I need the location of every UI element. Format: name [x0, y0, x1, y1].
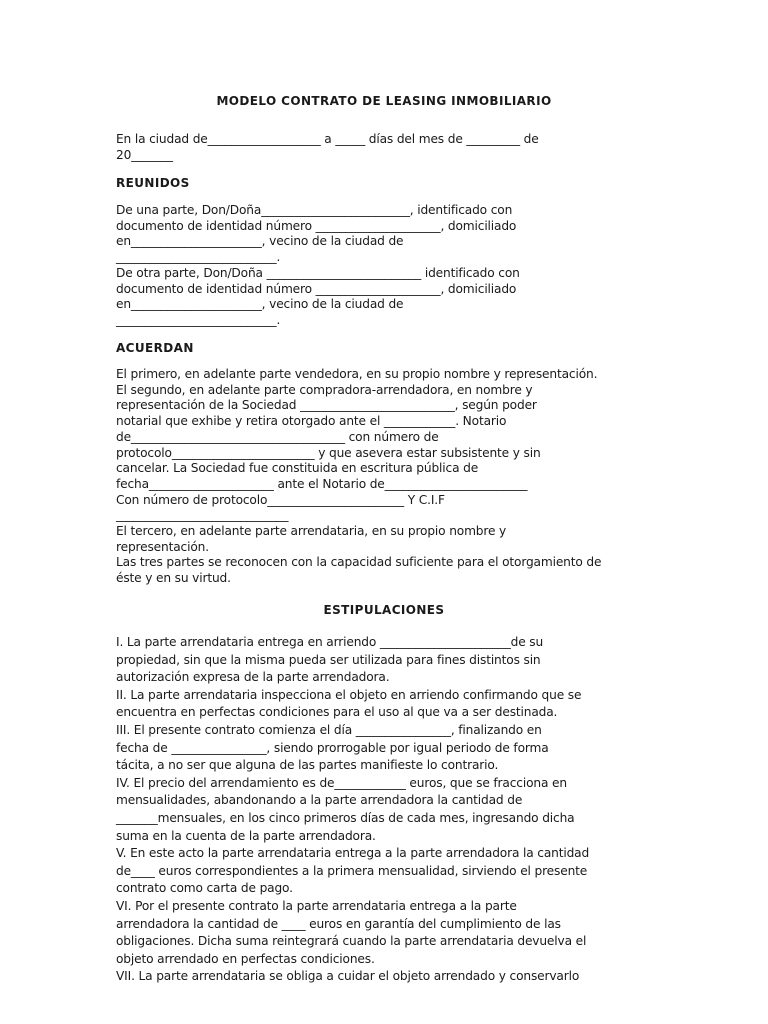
- estipulaciones-heading: ESTIPULACIONES: [323, 603, 445, 617]
- intro-paragraph: [116, 132, 539, 163]
- estipulacion-line: objeto arrendado en perfectas condiciones.: [116, 951, 375, 966]
- acuerdan-section: [116, 367, 601, 587]
- estipulacion-line: tácita, a no ser que alguna de las partes manifieste lo contrario.: [116, 758, 499, 773]
- reunidos-line: De otra parte, Don/Doña __________________________ identificado con: [116, 265, 520, 280]
- estipulacion-line: VII. La parte arrendataria se obliga a cuidar el objeto arrendado y conservarlo: [116, 969, 580, 984]
- reunidos-section: [116, 203, 520, 329]
- estipulacion-line: _______mensuales, en los cinco primeros días de cada mes, ingresando dicha: [116, 810, 575, 825]
- intro-line: 20_______: [116, 147, 173, 162]
- acuerdan-line: representación de la Sociedad __________________________, según poder: [116, 398, 537, 413]
- estipulacion-line: mensualidades, abandonando a la parte arrendadora la cantidad de: [116, 793, 523, 808]
- estipulacion-line: contrato como carta de pago.: [116, 881, 293, 896]
- estipulacion-line: fecha de ________________, siendo prorrogable por igual periodo de forma: [116, 740, 549, 755]
- intro-line: En la ciudad de___________________ a _____ días del mes de _________ de: [116, 132, 539, 146]
- estipulacion-line: II. La parte arrendataria inspecciona el objeto en arriendo confirmando que se: [116, 687, 582, 702]
- acuerdan-line: cancelar. La Sociedad fue constituida en escritura pública de: [116, 461, 479, 476]
- acuerdan-line: _____________________________: [116, 508, 289, 523]
- estipulacion-line: de____ euros correspondientes a la primera mensualidad, sirviendo el presente: [116, 863, 588, 878]
- estipulacion-line: V. En este acto la parte arrendataria entrega a la parte arrendadora la cantidad: [116, 846, 590, 861]
- estipulacion-line: IV. El precio del arrendamiento es de____________ euros, que se fracciona en: [116, 775, 567, 790]
- estipulacion-line: arrendadora la cantidad de ____ euros en garantía del cumplimiento de las: [116, 916, 561, 931]
- estipulacion-line: encuentra en perfectas condiciones para el uso al que va a ser destinada.: [116, 705, 558, 720]
- estipulacion-line: obligaciones. Dicha suma reintegrará cuando la parte arrendataria devuelva el: [116, 934, 587, 949]
- acuerdan-line: protocolo________________________ y que asevera estar subsistente y sin: [116, 445, 541, 460]
- reunidos-line: ___________________________.: [116, 250, 281, 265]
- estipulacion-line: propiedad, sin que la misma pueda ser utilizada para fines distintos sin: [116, 652, 541, 667]
- acuerdan-line: El primero, en adelante parte vendedora, en su propio nombre y representación.: [116, 367, 598, 381]
- estipulacion-line: suma en la cuenta de la parte arrendadora.: [116, 828, 376, 843]
- acuerdan-line: representación.: [116, 539, 209, 554]
- reunidos-line: documento de identidad número _____________________, domiciliado: [116, 281, 517, 296]
- estipulacion-line: VI. Por el presente contrato la parte arrendataria entrega a la parte: [116, 898, 517, 913]
- reunidos-line: en______________________, vecino de la ciudad de: [116, 234, 404, 249]
- acuerdan-line: de____________________________________ con número de: [116, 429, 439, 444]
- reunidos-line: en______________________, vecino de la ciudad de: [116, 297, 404, 312]
- estipulacion-line: autorización expresa de la parte arrendadora.: [116, 670, 390, 685]
- reunidos-heading: REUNIDOS: [116, 176, 190, 190]
- acuerdan-heading: ACUERDAN: [116, 341, 194, 355]
- document-title: MODELO CONTRATO DE LEASING INMOBILIARIO: [216, 94, 552, 108]
- reunidos-line: ___________________________.: [116, 312, 281, 327]
- reunidos-line: De una parte, Don/Doña_________________________, identificado con: [116, 203, 513, 217]
- acuerdan-line: fecha_____________________ ante el Notario de________________________: [116, 476, 528, 491]
- acuerdan-line: El segundo, en adelante parte compradora-arrendadora, en nombre y: [116, 382, 533, 397]
- estipulacion-line: III. El presente contrato comienza el día ________________, finalizando en: [116, 722, 542, 737]
- acuerdan-line: éste y en su virtud.: [116, 571, 231, 586]
- acuerdan-line: notarial que exhibe y retira otorgado ante el ____________. Notario: [116, 414, 507, 429]
- acuerdan-line: Con número de protocolo_______________________ Y C.I.F: [116, 492, 445, 507]
- reunidos-line: documento de identidad número _____________________, domiciliado: [116, 218, 517, 233]
- estipulaciones-section: [116, 634, 589, 986]
- acuerdan-line: El tercero, en adelante parte arrendataria, en su propio nombre y: [116, 524, 507, 539]
- estipulacion-line: I. La parte arrendataria entrega en arriendo ______________________de su: [116, 635, 544, 649]
- acuerdan-line: Las tres partes se reconocen con la capacidad suficiente para el otorgamiento de: [116, 555, 602, 570]
